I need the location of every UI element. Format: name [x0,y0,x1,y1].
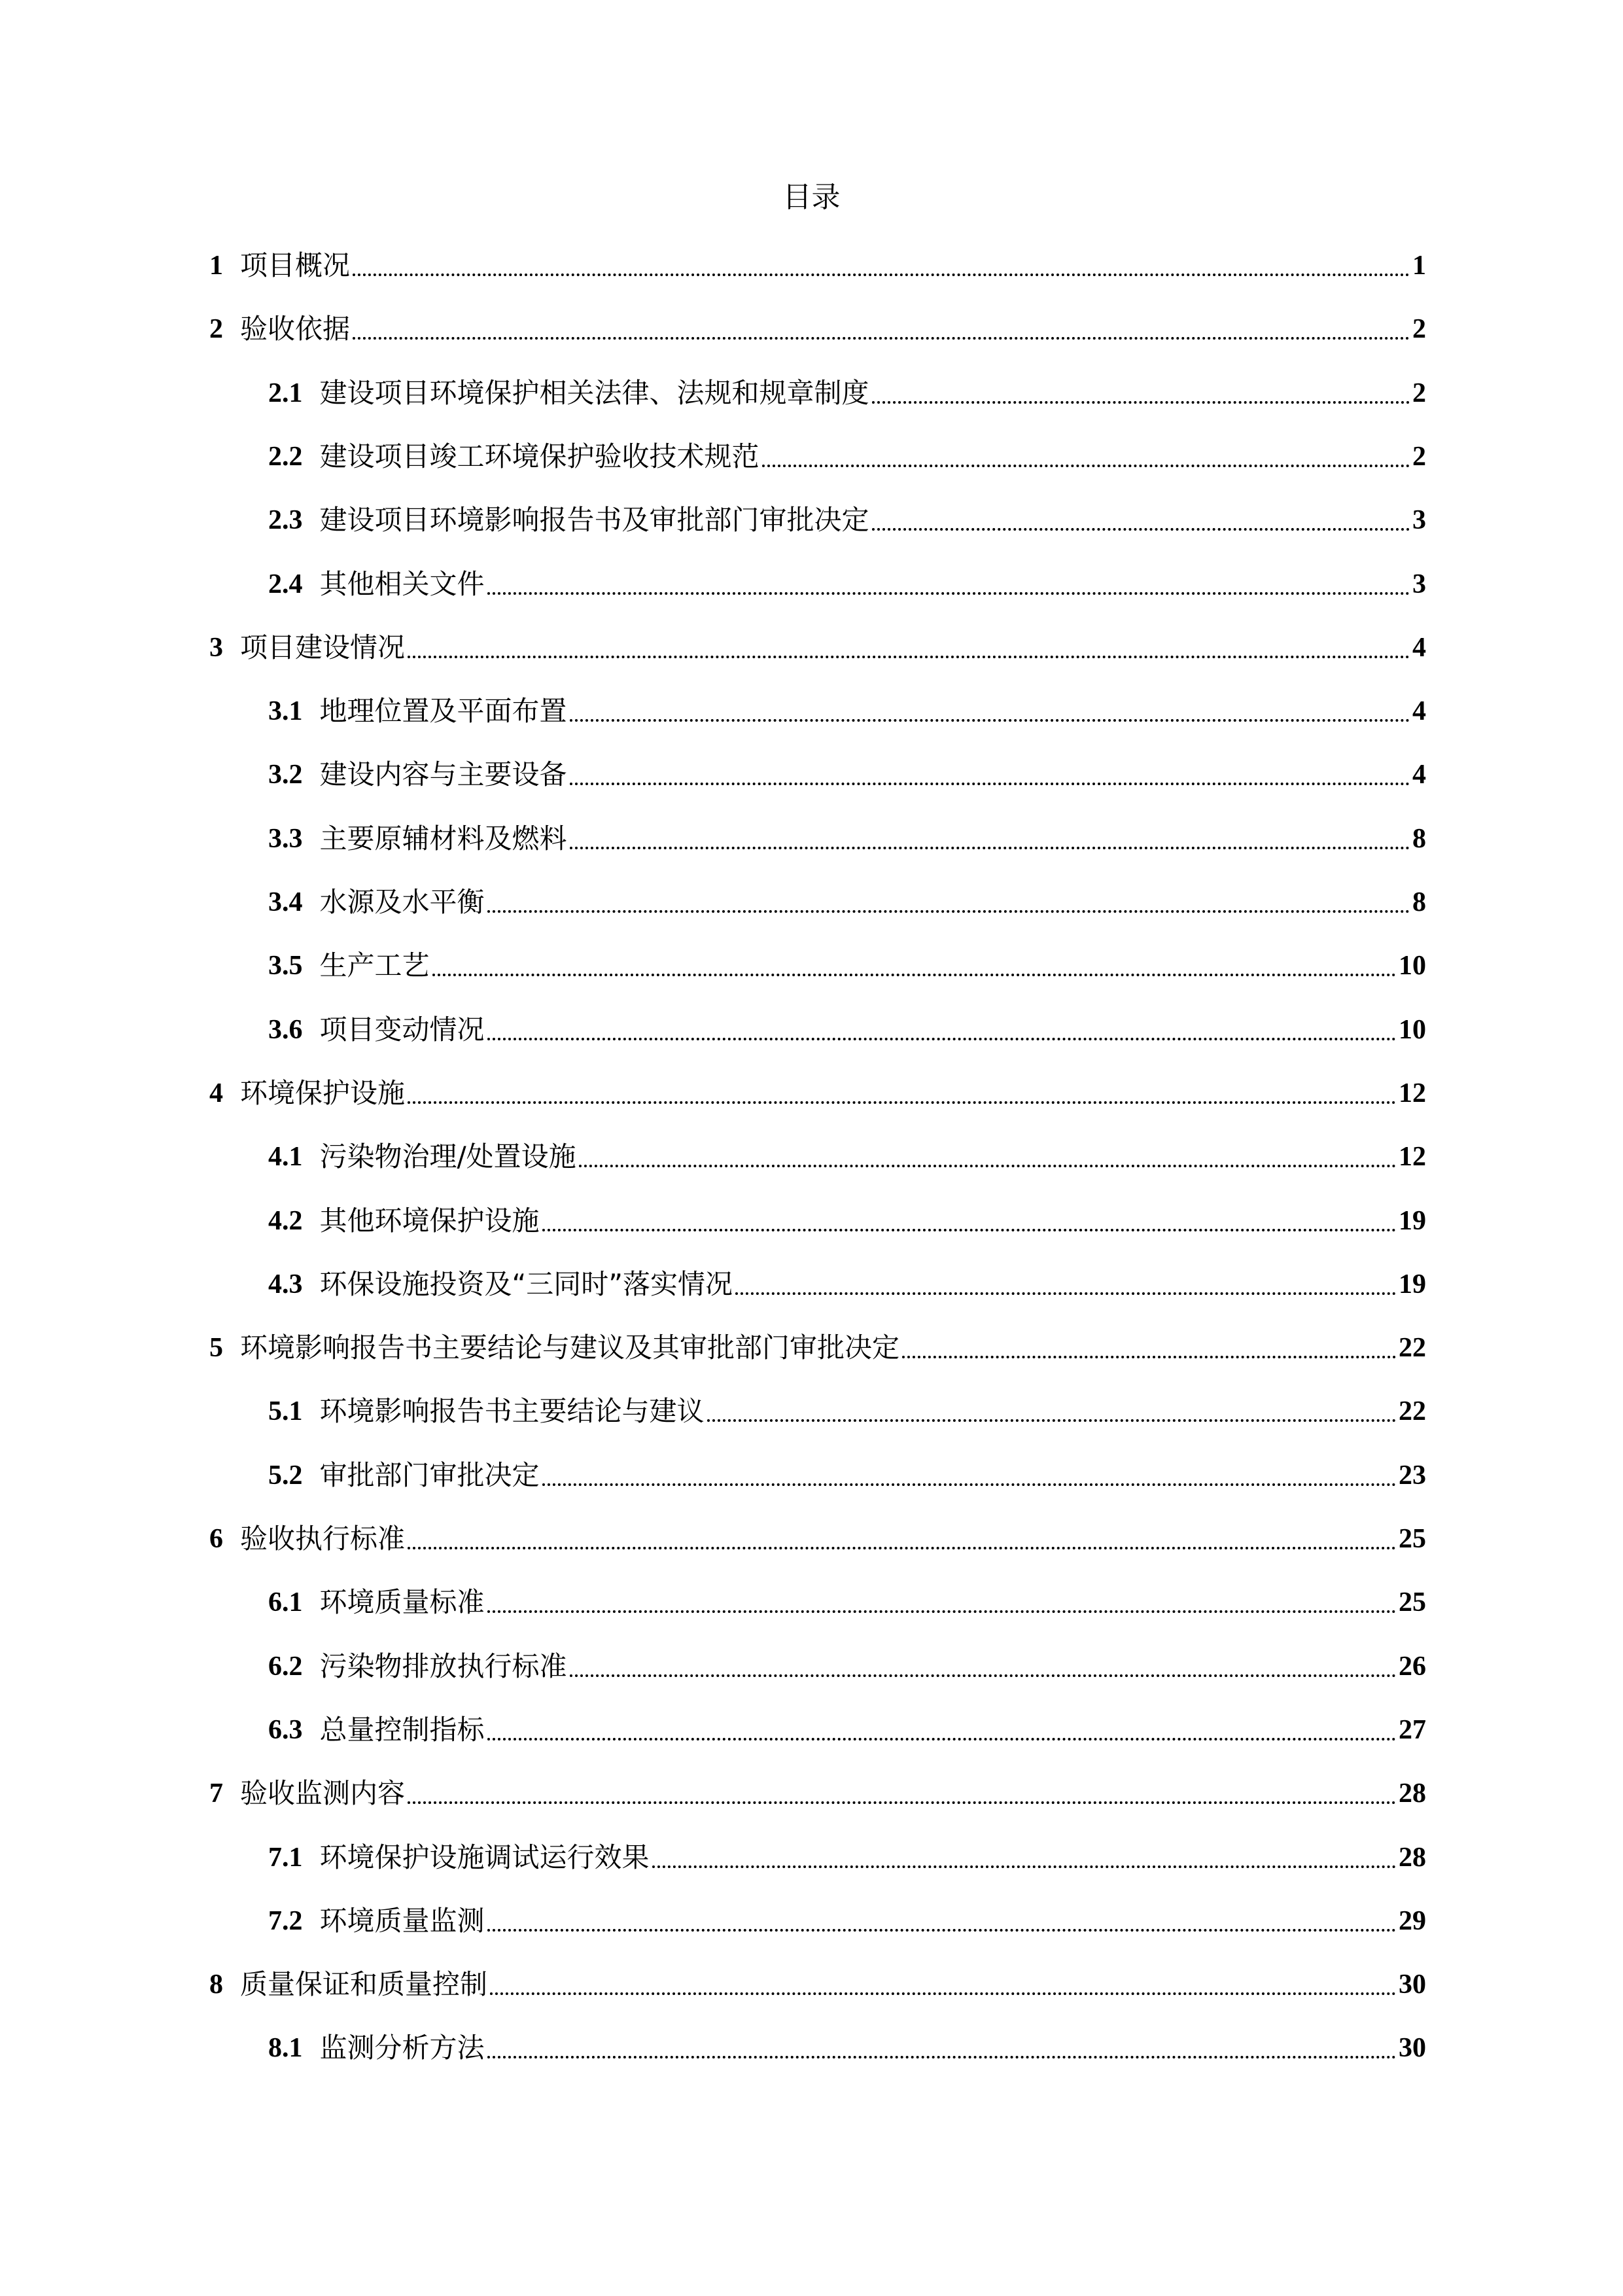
toc-page-number: 30 [1399,2033,1426,2063]
toc-entry-number: 3.1 [268,696,303,726]
toc-section-entry[interactable] [268,433,1426,475]
toc-page-number: 3 [1412,569,1426,599]
toc-dot-leader [432,974,1396,976]
toc-entry-title: 建设项目环境保护相关法律、法规和规章制度 [319,377,869,409]
toc-page-number: 12 [1399,1078,1426,1108]
toc-dot-leader [579,1165,1396,1167]
toc-entry-number: 3.3 [268,824,303,854]
toc-section-entry[interactable] [268,2024,1426,2066]
toc-page-number: 10 [1399,1015,1426,1045]
toc-dot-leader [762,465,1410,467]
toc-entry-title: 项目建设情况 [240,631,406,663]
toc-entry-number: 8.1 [268,2033,303,2063]
toc-chapter-entry[interactable] [209,1070,1426,1112]
toc-page-number: 27 [1399,1715,1426,1745]
toc-dot-leader [487,2056,1396,2058]
toc-page-number: 19 [1399,1269,1426,1299]
toc-entry-number: 4 [209,1078,223,1108]
toc-dot-leader [353,337,1410,340]
toc-chapter-entry[interactable] [209,624,1426,666]
toc-dot-leader [735,1292,1396,1295]
toc-section-entry[interactable] [268,1706,1426,1748]
toc-chapter-entry[interactable] [209,1770,1426,1812]
toc-entry-title: 建设内容与主要设备 [319,758,567,790]
toc-entry-number: 3.6 [268,1015,303,1045]
toc-entry-number: 2 [209,314,223,344]
toc-dot-leader [487,1929,1396,1932]
toc-page-number: 25 [1399,1587,1426,1617]
toc-page-number: 4 [1412,696,1426,726]
toc-entry-title: 验收执行标准 [240,1523,406,1555]
toc-entry-number: 4.1 [268,1142,303,1172]
toc-dot-leader [902,1356,1396,1358]
toc-entry-number: 6.1 [268,1587,303,1617]
toc-dot-leader [487,592,1410,595]
toc-entry-title: 生产工艺 [319,949,430,981]
toc-page-number: 12 [1399,1142,1426,1172]
toc-entry-number: 2.4 [268,569,303,599]
toc-dot-leader [487,910,1410,913]
toc-entry-title: 项目概况 [240,249,351,281]
toc-entry-number: 2.1 [268,378,303,408]
toc-section-entry[interactable] [268,1261,1426,1303]
toc-entry-number: 7 [209,1778,223,1809]
toc-entry-number: 1 [209,251,223,281]
toc-entry-title: 环境质量监测 [319,1905,485,1937]
toc-entry-number: 3.2 [268,760,303,790]
toc-section-entry[interactable] [268,1006,1426,1048]
toc-entry-number: 6.2 [268,1651,303,1682]
toc-dot-leader [490,1992,1396,1995]
toc-entry-title: 环境影响报告书主要结论与建议及其审批部门审批决定 [240,1332,900,1364]
toc-section-entry[interactable] [268,688,1426,730]
toc-entry-title: 污染物治理/处置设施 [319,1140,576,1173]
toc-page-number: 26 [1399,1651,1426,1682]
toc-entry-title: 项目变动情况 [319,1014,485,1046]
toc-page-number: 10 [1399,951,1426,981]
toc-dot-leader [408,656,1410,658]
toc-entry-number: 3.5 [268,951,303,981]
toc-section-entry[interactable] [268,1197,1426,1239]
toc-section-entry[interactable] [268,1579,1426,1621]
toc-section-entry[interactable] [268,1643,1426,1685]
toc-chapter-entry[interactable] [209,1515,1426,1557]
toc-dot-leader [542,1483,1396,1486]
toc-section-entry[interactable] [268,1898,1426,1939]
toc-entry-title: 建设项目竣工环境保护验收技术规范 [319,440,759,472]
toc-dot-leader [408,1547,1396,1549]
toc-dot-leader [542,1229,1396,1231]
toc-page-number: 22 [1399,1396,1426,1426]
toc-section-entry[interactable] [268,942,1426,984]
toc-entry-title: 其他环境保护设施 [319,1205,540,1237]
toc-entry-title: 水源及水平衡 [319,886,485,918]
toc-page-number: 28 [1399,1843,1426,1873]
toc-section-entry[interactable] [268,879,1426,921]
toc-entry-number: 7.1 [268,1843,303,1873]
toc-section-entry[interactable] [268,1834,1426,1876]
toc-page-number: 25 [1399,1524,1426,1554]
toc-page-number: 30 [1399,1969,1426,2000]
toc-entry-title: 监测分析方法 [319,2032,485,2064]
toc-dot-leader [353,274,1410,276]
toc-dot-leader [487,1610,1396,1613]
toc-dot-leader [872,528,1410,531]
toc-page-number: 8 [1412,824,1426,854]
toc-page-number: 4 [1412,633,1426,663]
toc-entry-title: 环境质量标准 [319,1586,485,1618]
toc-chapter-entry[interactable] [209,1961,1426,2003]
toc-dot-leader [408,1101,1396,1104]
toc-page-number: 23 [1399,1460,1426,1491]
toc-dot-leader [487,1038,1396,1040]
toc-entry-title: 环境影响报告书主要结论与建议 [319,1395,705,1427]
toc-page-number: 2 [1412,314,1426,344]
toc-entry-number: 7.2 [268,1906,303,1936]
toc-entry-number: 5.2 [268,1460,303,1491]
toc-entry-number: 5 [209,1333,223,1363]
toc-dot-leader [872,401,1410,404]
toc-dot-leader [652,1865,1396,1868]
toc-entry-number: 2.3 [268,505,303,535]
toc-page-number: 1 [1412,251,1426,281]
toc-dot-leader [408,1801,1396,1804]
toc-dot-leader [707,1419,1396,1422]
toc-entry-title: 环境保护设施调试运行效果 [319,1841,650,1873]
toc-entry-title: 环保设施投资及“三同时”落实情况 [319,1268,733,1300]
toc-dot-leader [487,1738,1396,1740]
toc-chapter-entry[interactable] [209,1324,1426,1366]
toc-page-number: 2 [1412,378,1426,408]
toc-page-number: 29 [1399,1906,1426,1936]
toc-entry-title: 主要原辅材料及燃料 [319,822,567,855]
toc-dot-leader [570,847,1410,849]
toc-entry-title: 地理位置及平面布置 [319,695,567,727]
toc-entry-title: 总量控制指标 [319,1714,485,1746]
toc-dot-leader [570,783,1410,785]
toc-entry-title: 建设项目环境影响报告书及审批部门审批决定 [319,504,869,536]
toc-chapter-entry[interactable] [209,306,1426,347]
toc-entry-title: 审批部门审批决定 [319,1459,540,1491]
toc-section-entry[interactable] [268,497,1426,539]
toc-page-number: 19 [1399,1206,1426,1236]
toc-section-entry[interactable] [268,1133,1426,1175]
toc-page-number: 28 [1399,1778,1426,1809]
toc-section-entry[interactable] [268,751,1426,793]
toc-page-number: 2 [1412,442,1426,472]
toc-entry-title: 其他相关文件 [319,568,485,600]
toc-section-entry[interactable] [268,370,1426,412]
toc-entry-number: 4.2 [268,1206,303,1236]
toc-entry-number: 3.4 [268,887,303,917]
toc-page-number: 22 [1399,1333,1426,1363]
toc-entry-title: 质量保证和质量控制 [240,1968,488,2000]
toc-entry-number: 4.3 [268,1269,303,1299]
toc-entry-number: 2.2 [268,442,303,472]
toc-section-entry[interactable] [268,815,1426,857]
toc-chapter-entry[interactable] [209,242,1426,284]
toc-entry-number: 6.3 [268,1715,303,1745]
toc-title: 目录 [782,181,841,214]
toc-entry-title: 验收监测内容 [240,1777,406,1809]
toc-section-entry[interactable] [268,1388,1426,1430]
toc-section-entry[interactable] [268,1452,1426,1494]
toc-entry-title: 验收依据 [240,313,351,345]
toc-entry-number: 8 [209,1969,223,2000]
toc-entry-number: 5.1 [268,1396,303,1426]
toc-page-number: 3 [1412,505,1426,535]
toc-dot-leader [570,719,1410,722]
toc-entry-title: 污染物排放执行标准 [319,1650,567,1682]
toc-page-number: 8 [1412,887,1426,917]
toc-dot-leader [570,1674,1396,1677]
toc-entry-title: 环境保护设施 [240,1077,406,1109]
toc-entry-number: 6 [209,1524,223,1554]
toc-section-entry[interactable] [268,561,1426,603]
toc-page-number: 4 [1412,760,1426,790]
toc-entry-number: 3 [209,633,223,663]
